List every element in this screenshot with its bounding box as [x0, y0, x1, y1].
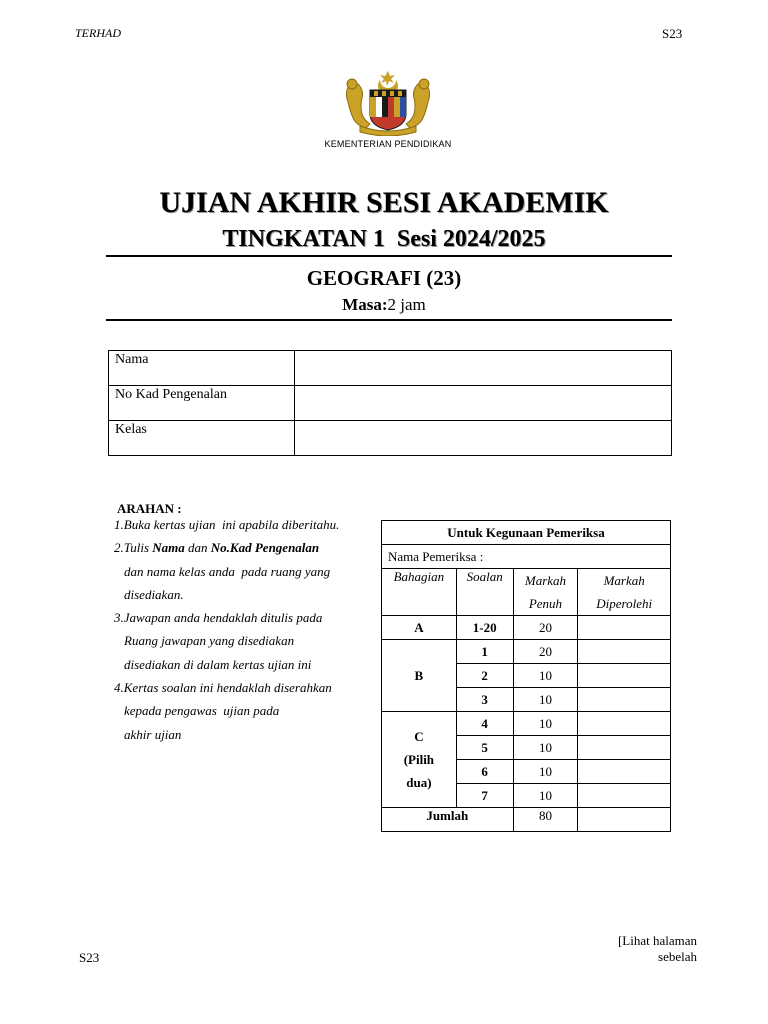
duration-value: 2 jam	[387, 295, 426, 314]
examiner-table	[381, 520, 671, 832]
obtained-mark-cell[interactable]	[578, 760, 671, 784]
table-row	[382, 712, 671, 736]
full-mark-cell: 10	[513, 712, 578, 736]
table-row	[382, 616, 671, 640]
table-row	[382, 521, 671, 545]
divider-top	[106, 255, 672, 257]
section-c	[382, 712, 457, 808]
ministry-name: KEMENTERIAN PENDIDIKAN	[324, 139, 452, 149]
instructions-list	[114, 516, 374, 749]
instruction-2-cont: dan nama kelas anda pada ruang yang	[124, 563, 331, 579]
ic-field[interactable]	[295, 386, 672, 421]
obtained-mark-cell[interactable]	[578, 736, 671, 760]
divider-bottom	[106, 319, 672, 321]
total-label: Jumlah	[382, 808, 514, 832]
section-a: A	[382, 616, 457, 640]
question-cell: 6	[456, 760, 513, 784]
full-mark-cell: 10	[513, 688, 578, 712]
table-row	[382, 640, 671, 664]
instruction-2-and: dan	[188, 540, 208, 556]
header-code: S23	[662, 26, 683, 41]
question-cell: 4	[456, 712, 513, 736]
full-mark-cell: 10	[513, 736, 578, 760]
header-text: Markah	[603, 573, 645, 588]
instruction-3-cont: Ruang jawapan yang disediakan	[124, 633, 295, 649]
class-field[interactable]	[295, 421, 672, 456]
col-header-markah-penuh	[513, 569, 578, 616]
full-mark-cell: 10	[513, 664, 578, 688]
coat-of-arms-icon	[336, 70, 440, 136]
col-header-bahagian: Bahagian	[382, 569, 457, 616]
instruction-4-cont: kepada pengawas ujian pada	[124, 703, 280, 719]
col-header-soalan: Soalan	[456, 569, 513, 616]
full-mark-cell: 10	[513, 760, 578, 784]
table-row	[109, 351, 672, 386]
obtained-mark-cell[interactable]	[578, 784, 671, 808]
col-header-markah-diperolehi	[578, 569, 671, 616]
ic-label: No Kad Pengenalan	[109, 386, 295, 421]
obtained-mark-cell[interactable]	[578, 688, 671, 712]
footer-next-text: sebelah	[658, 949, 697, 964]
section-c-label: C	[414, 729, 424, 744]
instruction-4-cont2: akhir ujian	[124, 726, 182, 742]
question-cell: 5	[456, 736, 513, 760]
full-mark-cell: 10	[513, 784, 578, 808]
instructions-title: ARAHAN :	[117, 501, 182, 516]
table-row	[382, 569, 671, 616]
total-obtained-cell[interactable]	[578, 808, 671, 832]
table-row	[109, 386, 672, 421]
table-row	[382, 808, 671, 832]
question-cell: 3	[456, 688, 513, 712]
instruction-3-cont2: disediakan di dalam kertas ujian ini	[124, 656, 312, 672]
total-value: 80	[513, 808, 578, 832]
table-row	[382, 545, 671, 569]
obtained-mark-cell[interactable]	[578, 640, 671, 664]
instruction-2	[114, 539, 374, 562]
instruction-2-cont2: disediakan.	[124, 586, 184, 602]
question-cell: 2	[456, 664, 513, 688]
header-text: Markah	[524, 573, 567, 588]
candidate-info-table	[108, 350, 672, 456]
question-cell: 7	[456, 784, 513, 808]
full-mark-cell: 20	[513, 640, 578, 664]
header-text: Diperolehi	[596, 596, 653, 611]
name-field[interactable]	[295, 351, 672, 386]
examiner-name-label[interactable]: Nama Pemeriksa :	[382, 545, 671, 569]
exam-subtitle: TINGKATAN 1 Sesi 2024/2025	[222, 226, 546, 252]
footer-next-page	[609, 933, 697, 965]
question-cell: 1	[456, 640, 513, 664]
instruction-2-bold-ic: No.Kad Pengenalan	[210, 540, 320, 556]
duration-label: Masa:	[342, 295, 388, 314]
header-classification: TERHAD	[75, 26, 121, 40]
full-mark-cell: 20	[513, 616, 578, 640]
exam-title: UJIAN AKHIR SESI AKADEMIK	[159, 186, 609, 219]
obtained-mark-cell[interactable]	[578, 664, 671, 688]
footer-next-text: [Lihat halaman	[617, 933, 697, 948]
instruction-1: 1.Buka kertas ujian ini apabila diberitahu.	[114, 517, 340, 532]
obtained-mark-cell[interactable]	[578, 616, 671, 640]
instruction-3: 3.Jawapan anda hendaklah ditulis pada	[114, 610, 323, 626]
name-label: Nama	[109, 351, 295, 386]
section-c-note: (Pilih	[403, 752, 435, 767]
section-b: B	[382, 640, 457, 712]
table-row	[109, 421, 672, 456]
instruction-2-text: 2.Tulis	[114, 540, 150, 556]
subject-title: GEOGRAFI (23)	[306, 266, 462, 290]
question-cell: 1-20	[456, 616, 513, 640]
instruction-2-bold-name: Nama	[152, 540, 185, 556]
instruction-4: 4.Kertas soalan ini hendaklah diserahkan	[114, 680, 332, 696]
header-text: Penuh	[528, 596, 563, 611]
examiner-title: Untuk Kegunaan Pemeriksa	[382, 521, 671, 545]
exam-duration	[104, 295, 664, 315]
class-label: Kelas	[109, 421, 295, 456]
footer-code: S23	[79, 950, 100, 965]
section-c-note: dua)	[406, 775, 432, 790]
obtained-mark-cell[interactable]	[578, 712, 671, 736]
